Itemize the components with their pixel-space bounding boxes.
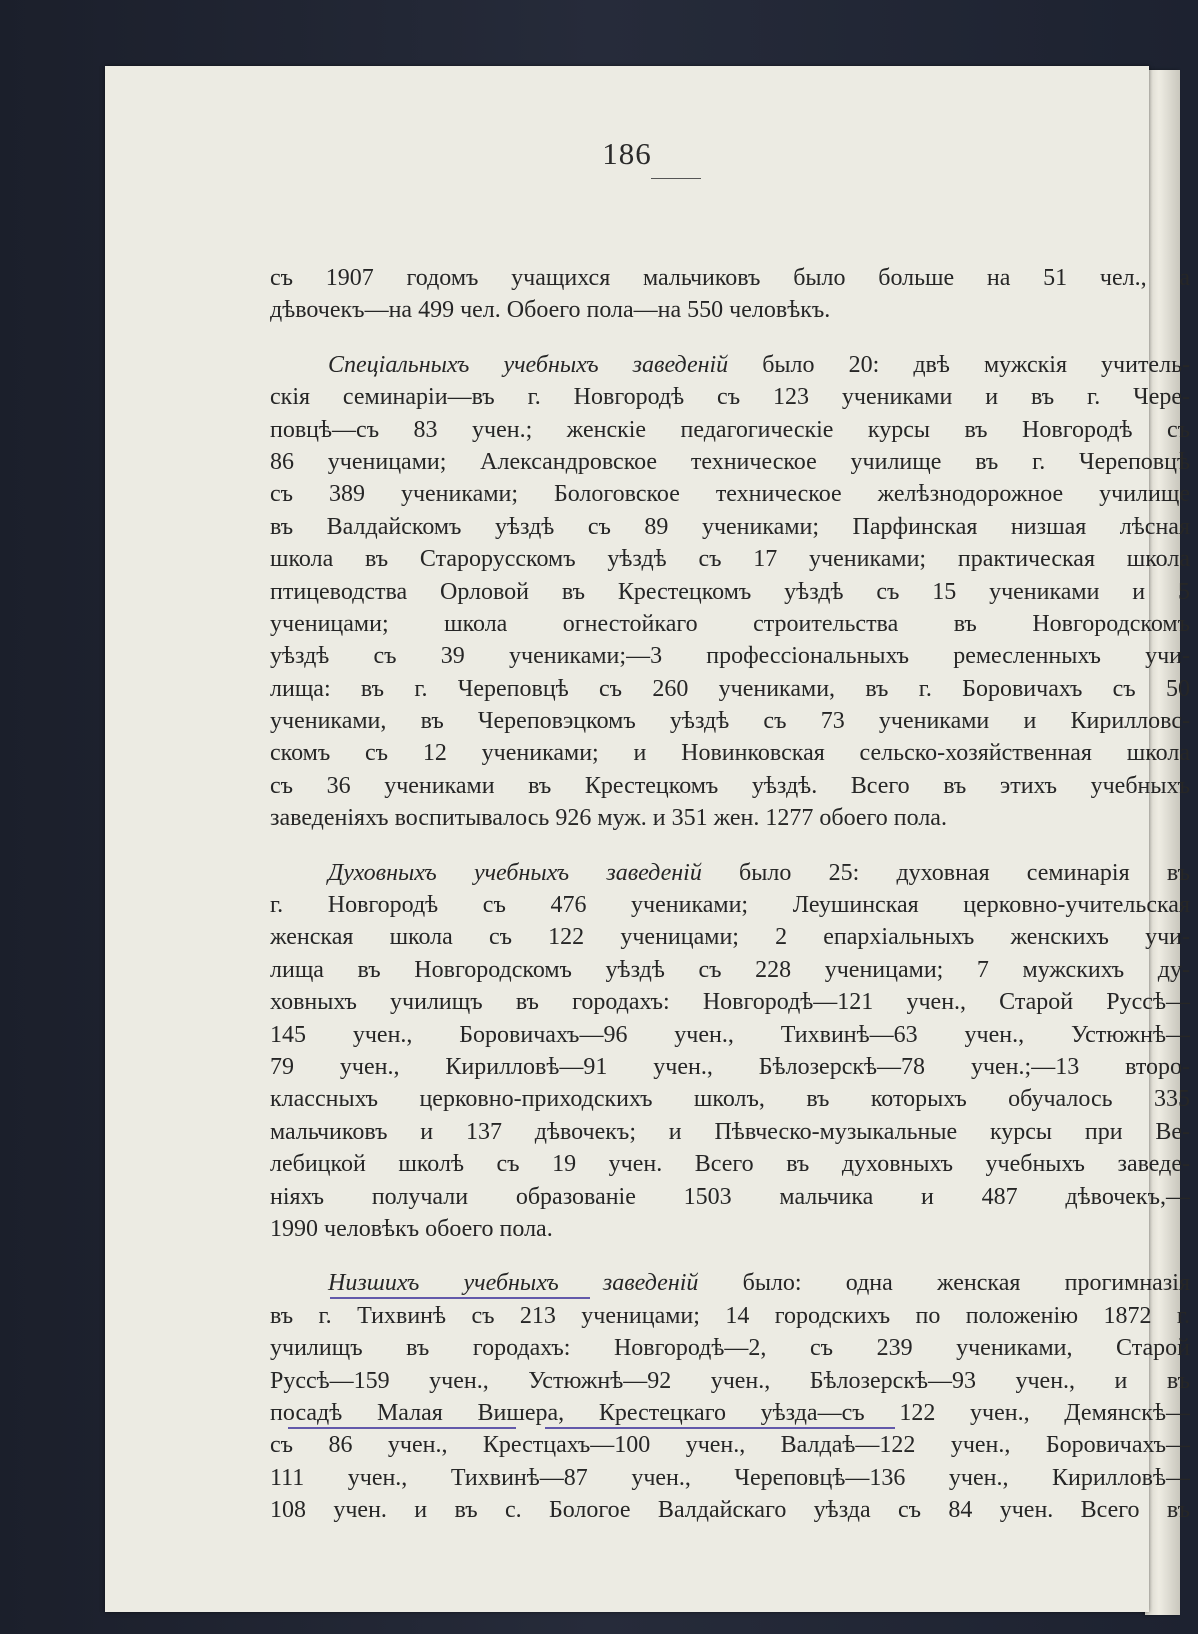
- page-number: 186: [602, 136, 652, 171]
- text-line: 108 учен. и въ с. Бологое Валдайскаго уѣзда съ 84 учен. Всего въ: [270, 1497, 1190, 1524]
- text-line: Руссѣ—159 учен., Устюжнѣ—92 учен., Бѣлозерскѣ—93 учен., и въ: [270, 1367, 1190, 1394]
- body-text: [270, 262, 1190, 1548]
- pen-underline: [288, 1427, 516, 1429]
- paragraph-special-schools: [270, 349, 1190, 835]
- text-line: ховныхъ училищъ въ городахъ: Новгородѣ—121 учен., Старой Руссѣ—: [270, 989, 1190, 1016]
- text-line: скія семинаріи—въ г. Новгородѣ съ 123 учениками и въ г. Чере-: [270, 384, 1190, 411]
- text-line: 79 учен., Кирилловѣ—91 учен., Бѣлозерскѣ—78 учен.;—13 второ-: [270, 1053, 1190, 1080]
- section-heading: Спеціальныхъ учебныхъ заведеній: [328, 351, 729, 378]
- paragraph-1: [270, 262, 1190, 327]
- paragraph-lower-schools: [270, 1267, 1190, 1526]
- text-line: школа въ Старорусскомъ уѣздѣ съ 17 учениками; практическая школа: [270, 546, 1190, 573]
- pen-underline: [545, 1427, 895, 1429]
- section-heading: Духовныхъ учебныхъ заведеній: [328, 859, 702, 886]
- text-line: птицеводства Орловой въ Крестецкомъ уѣздѣ съ 15 учениками и 5: [270, 578, 1190, 605]
- text-line: повцѣ—съ 83 учен.; женскіе педагогическіе курсы въ Новгородѣ съ: [270, 416, 1190, 443]
- text-line: 86 ученицами; Александровское техническое училище въ г. Череповцѣ: [270, 448, 1190, 475]
- text-line: дѣвочекъ—на 499 чел. Обоего пола—на 550 человѣкъ.: [270, 297, 831, 324]
- text-line: 111 учен., Тихвинѣ—87 учен., Череповцѣ—136 учен., Кирилловѣ—: [270, 1464, 1190, 1491]
- pen-underline: [330, 1297, 590, 1299]
- text-line: ученицами; школа огнестойкаго строительства въ Новгородскомъ: [270, 610, 1190, 637]
- text-line: классныхъ церковно-приходскихъ школъ, въ которыхъ обучалось 335: [270, 1086, 1190, 1113]
- text-line: Духовныхъ учебныхъ заведеній было 25: духовная семинарія въ: [328, 859, 1190, 886]
- text-line: заведеніяхъ воспитывалось 926 муж. и 351 жен. 1277 обоего пола.: [270, 805, 947, 832]
- text-line: лебицкой школѣ съ 19 учен. Всего въ духовныхъ учебныхъ заведе-: [270, 1151, 1190, 1178]
- text-line: лища: въ г. Череповцѣ съ 260 учениками, въ г. Боровичахъ съ 50: [270, 675, 1190, 702]
- text-line: женская школа съ 122 ученицами; 2 епархіальныхъ женскихъ учи-: [270, 924, 1190, 951]
- text-line: учениками, въ Череповэцкомъ уѣздѣ съ 73 учениками и Кирилловс-: [270, 708, 1190, 735]
- text-line: Низшихъ учебныхъ заведеній было: одна женская прогимназія: [328, 1270, 1190, 1297]
- paragraph-religious-schools: [270, 857, 1190, 1246]
- text-line: посадѣ Малая Вишера, Крестецкаго уѣзда—съ 122 учен., Демянскѣ—: [270, 1399, 1190, 1426]
- text-line: въ Валдайскомъ уѣздѣ съ 89 учениками; Парфинская низшая лѣсная: [270, 513, 1190, 540]
- text-line: г. Новгородѣ съ 476 учениками; Леушинская церковно-учительская: [270, 892, 1190, 919]
- book-page: [105, 66, 1190, 1612]
- text-line: съ 36 учениками въ Крестецкомъ уѣздѣ. Всего въ этихъ учебныхъ: [270, 772, 1190, 799]
- text-line: 145 учен., Боровичахъ—96 учен., Тихвинѣ—63 учен., Устюжнѣ—: [270, 1021, 1190, 1048]
- section-heading: Низшихъ учебныхъ заведеній: [328, 1270, 699, 1297]
- text-line: съ 389 учениками; Бологовское техническое желѣзнодорожное училище: [270, 481, 1190, 508]
- text-line: училищъ въ городахъ: Новгородѣ—2, съ 239 учениками, Старой: [270, 1335, 1190, 1362]
- page-number-rule: [651, 178, 701, 179]
- text-line: уѣздѣ съ 39 учениками;—3 профессіональныхъ ремесленныхъ учи-: [270, 643, 1190, 670]
- text-line: лища въ Новгородскомъ уѣздѣ съ 228 ученицами; 7 мужскихъ ду-: [270, 956, 1190, 983]
- text-line: мальчиковъ и 137 дѣвочекъ; и Пѣвческо-музыкальные курсы при Ве-: [270, 1118, 1190, 1145]
- text-line: ніяхъ получали образованіе 1503 мальчика и 487 дѣвочекъ,—: [270, 1183, 1190, 1210]
- text-line: въ г. Тихвинѣ съ 213 ученицами; 14 городскихъ по положенію 1872 г.: [270, 1302, 1190, 1329]
- text-line: съ 1907 годомъ учащихся мальчиковъ было больше на 51 чел., а: [270, 265, 1190, 291]
- text-line: Спеціальныхъ учебныхъ заведеній было 20: двѣ мужскія учитель-: [328, 351, 1190, 378]
- text-line: 1990 человѣкъ обоего пола.: [270, 1215, 553, 1242]
- text-line: съ 86 учен., Крестцахъ—100 учен., Валдаѣ—122 учен., Боровичахъ—: [270, 1432, 1190, 1459]
- text-line: скомъ съ 12 учениками; и Новинковская сельско-хозяйственная школа: [270, 740, 1190, 767]
